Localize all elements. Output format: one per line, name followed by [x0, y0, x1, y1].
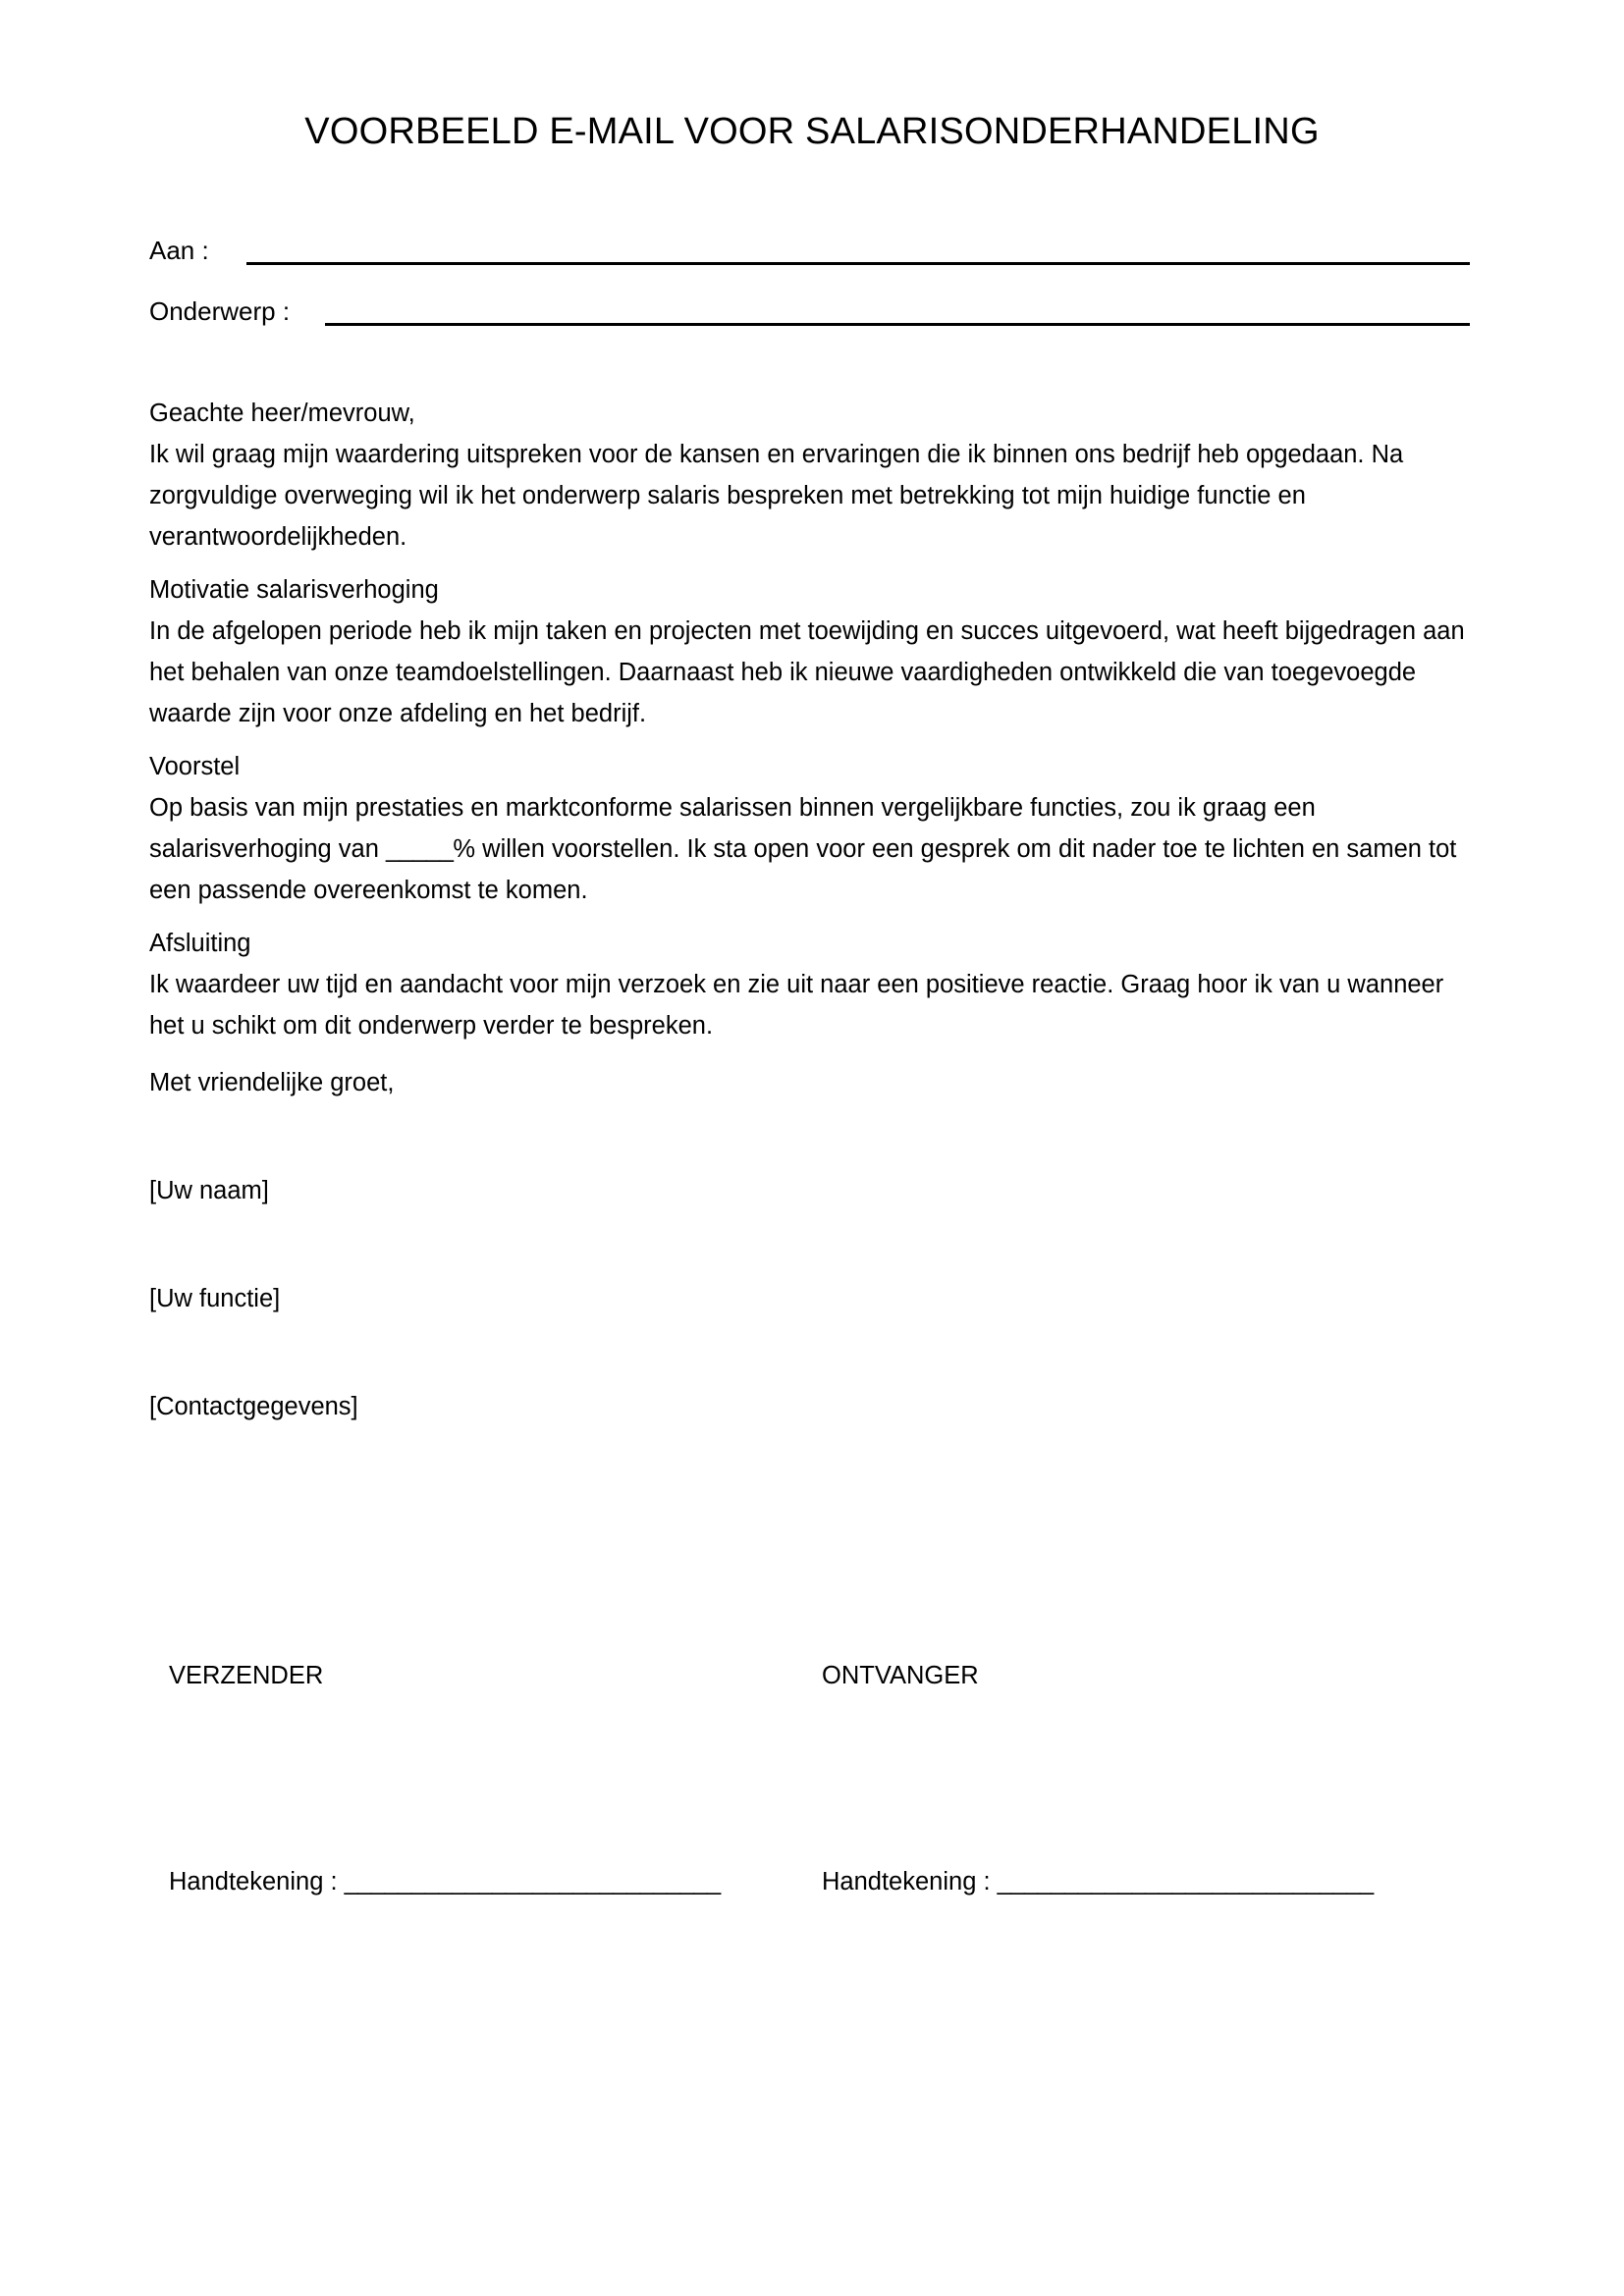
motivation-heading: Motivatie salarisverhoging: [149, 576, 439, 604]
role-placeholder[interactable]: [Uw functie]: [149, 1285, 281, 1312]
field-row-to: [149, 236, 1470, 265]
to-input-rule[interactable]: [246, 237, 1470, 265]
percentage-blank[interactable]: _____: [385, 835, 454, 863]
field-row-subject: [149, 296, 1470, 326]
sender-signature-label: Handtekening :: [169, 1868, 345, 1896]
proposal-text-before-blank: Op basis van mijn prestaties en marktconforme salarissen binnen vergelijkbare functies, zou ik graag een salarisverhoging van: [149, 794, 1316, 863]
paragraph-closing: [149, 923, 1467, 1046]
subject-label: Onderwerp :: [149, 296, 291, 326]
paragraph-introduction: [149, 393, 1467, 558]
proposal-text-after-blank: % willen voorstellen. Ik sta open voor een gesprek om dit nader toe te lichten en samen tot een passende overeenkomst te komen.: [149, 835, 1457, 904]
name-placeholder[interactable]: [Uw naam]: [149, 1177, 269, 1204]
closing-heading: Afsluiting: [149, 930, 251, 957]
receiver-signature-field[interactable]: [822, 1865, 1475, 1898]
page-title: VOORBEELD E-MAIL VOOR SALARISONDERHANDELING: [304, 111, 1320, 152]
proposal-heading: Voorstel: [149, 753, 241, 780]
receiver-signature-label: Handtekening :: [822, 1868, 998, 1896]
contact-placeholder[interactable]: [Contactgegevens]: [149, 1393, 358, 1420]
sender-signature-field[interactable]: [169, 1865, 822, 1898]
receiver-signature-blank[interactable]: ____________________________: [997, 1868, 1374, 1896]
to-label: Aan :: [149, 236, 209, 265]
signature-line-row: [169, 1865, 1475, 1898]
receiver-role-label: ONTVANGER: [822, 1662, 979, 1689]
closing-text: Ik waardeer uw tijd en aandacht voor mijn verzoek en zie uit naar een positieve reactie. Graag hoor ik van u wanneer het u schikt om dit onderwerp verder te bespreken.: [149, 971, 1444, 1040]
subject-input-rule[interactable]: [325, 297, 1470, 326]
paragraph-proposal: [149, 746, 1467, 911]
sender-role-label: VERZENDER: [169, 1662, 324, 1689]
sign-off-text: Met vriendelijke groet,: [149, 1069, 395, 1096]
introduction-text: Ik wil graag mijn waardering uitspreken voor de kansen en ervaringen die ik binnen ons bedrijf heb opgedaan. Na zorgvuldige overweging wil ik het onderwerp salaris bespreken met betrekking tot mijn huidige functie en verantwoordelijkheden.: [149, 441, 1404, 551]
motivation-text: In de afgelopen periode heb ik mijn taken en projecten met toewijding en succes uitgevoerd, wat heeft bijgedragen aan het behalen van onze teamdoelstellingen. Daarnaast heb ik nieuwe vaardigheden ontwikkeld die van toegevoegde waarde zijn voor onze afdeling en het bedrijf.: [149, 617, 1465, 727]
salutation-text: Geachte heer/mevrouw,: [149, 400, 415, 427]
sender-signature-blank[interactable]: ____________________________: [344, 1868, 721, 1896]
paragraph-motivation: [149, 569, 1467, 734]
signature-role-row: [169, 1659, 1475, 1692]
